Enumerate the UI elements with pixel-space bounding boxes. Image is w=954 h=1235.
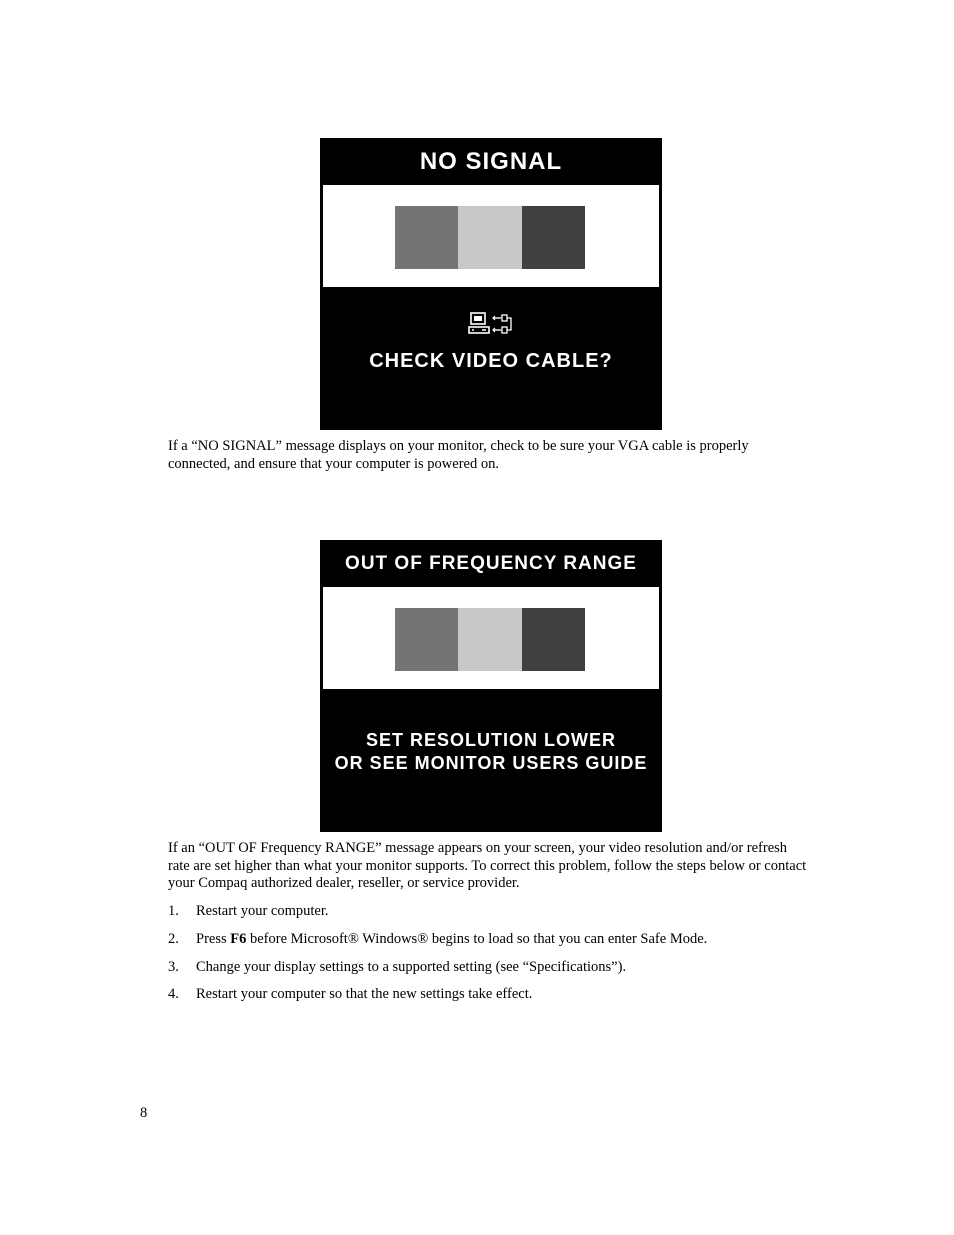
list-item <box>168 926 808 954</box>
out-of-range-osd-figure <box>320 540 662 832</box>
no-signal-osd-figure <box>320 138 662 430</box>
step-text: Change your display settings to a supported setting (see “Specifications”). <box>196 958 627 975</box>
gray-bar-medium <box>395 608 458 671</box>
gray-bars <box>395 206 585 269</box>
steps-list <box>168 898 808 1009</box>
step-text: Restart your computer. <box>196 903 329 920</box>
list-item <box>168 981 808 1009</box>
step-number: 4. <box>168 986 179 1003</box>
osd-message-line-1: SET RESOLUTION LOWER <box>365 730 616 750</box>
paragraph-no-signal: If a “NO SIGNAL” message displays on your monitor, check to be sure your VGA cable is properly connected, and ensure that your computer is powered on. <box>168 438 749 472</box>
osd-message-line-2: OR SEE MONITOR USERS GUIDE <box>334 753 648 773</box>
gray-bar-light <box>458 608 521 671</box>
gray-bar-light <box>458 206 521 269</box>
step-text: Press F6 before Microsoft® Windows® begins to load so that you can enter Safe Mode. <box>196 931 708 948</box>
gray-bar-dark <box>522 206 585 269</box>
step-number: 1. <box>168 903 179 920</box>
step-number: 3. <box>168 958 179 975</box>
step-number: 2. <box>168 931 179 948</box>
gray-bar-dark <box>522 608 585 671</box>
osd-title-no-signal: NO SIGNAL <box>419 147 563 175</box>
paragraph-out-of-range: If an “OUT OF Frequency RANGE” message appears on your screen, your video resolution and/or refresh rate are set higher than what your monitor supports. To correct this problem, follow the steps below or contact your Compaq authorized dealer, reseller, or service provider. <box>168 840 807 891</box>
osd-message-check-cable: CHECK VIDEO CABLE? <box>369 350 613 372</box>
gray-bars <box>395 608 585 671</box>
step-text: Restart your computer so that the new settings take effect. <box>196 986 533 1003</box>
osd-title-out-of-range: OUT OF FREQUENCY RANGE <box>345 552 637 574</box>
list-item <box>168 953 808 981</box>
osd-color-panel <box>323 587 659 689</box>
page-number: 8 <box>140 1105 148 1121</box>
list-item <box>168 898 808 926</box>
osd-color-panel <box>323 185 659 287</box>
gray-bar-medium <box>395 206 458 269</box>
monitor-cable-icon <box>468 312 514 338</box>
osd-message-set-resolution <box>320 729 662 775</box>
